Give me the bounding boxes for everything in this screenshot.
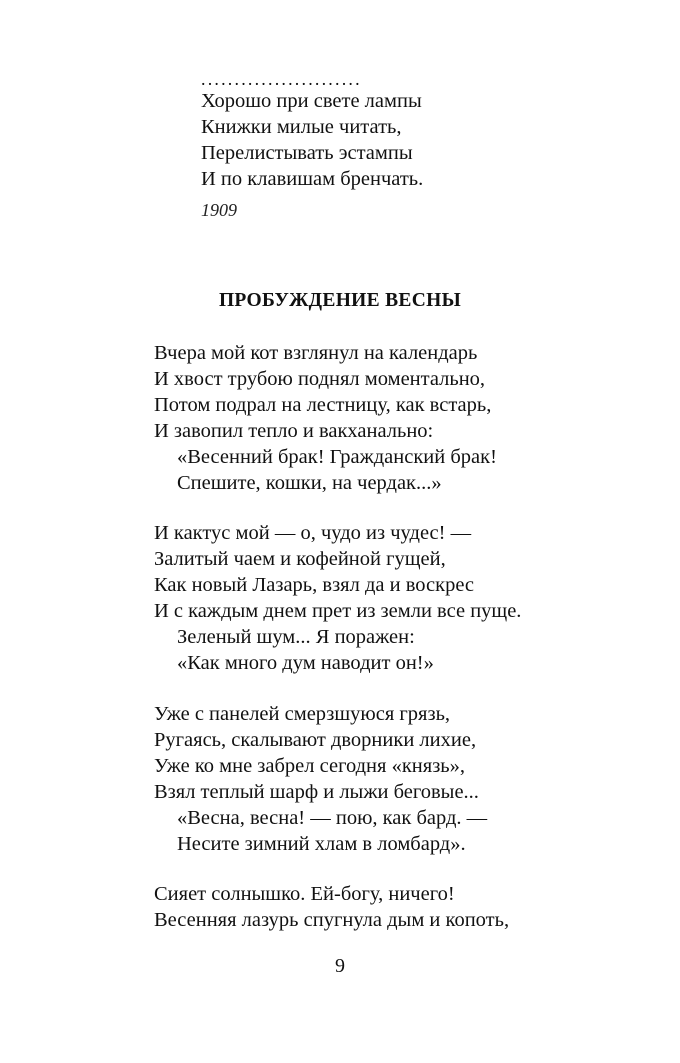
prev-poem-line: Книжки милые читать, [201, 116, 402, 138]
poem-line: Взял теплый шарф и лыжи беговые... [154, 781, 479, 803]
prev-poem-line: И по клавишам бренчать. [201, 168, 424, 190]
poem-line: И завопил тепло и вакханально: [154, 420, 434, 442]
poem-line: Весенняя лазурь спугнула дым и копоть, [154, 909, 510, 931]
poem-line: И кактус мой — о, чудо из чудес! — [154, 522, 472, 544]
poem-line-indented: Спешите, кошки, на чердак...» [177, 472, 442, 494]
poem-line-indented: Несите зимний хлам в ломбард». [177, 833, 466, 855]
prev-poem-line: Перелистывать эстампы [201, 142, 413, 164]
poem-line: Уже ко мне забрел сегодня «князь», [154, 755, 466, 777]
ellipsis-line: ........................ [201, 69, 362, 89]
poem-line-indented: Зеленый шум... Я поражен: [177, 626, 415, 648]
poem-line: Вчера мой кот взглянул на календарь [154, 342, 478, 364]
poem-year: 1909 [201, 200, 237, 220]
poem-line: Потом подрал на лестницу, как встарь, [154, 394, 492, 416]
poem-line: Как новый Лазарь, взял да и воскрес [154, 574, 475, 596]
poem-line: Уже с панелей смерзшуюся грязь, [154, 703, 451, 725]
poem-line-indented: «Весенний брак! Гражданский брак! [177, 446, 497, 468]
poem-line: Сияет солнышко. Ей-богу, ничего! [154, 883, 455, 905]
prev-poem-line: Хорошо при свете лампы [201, 90, 422, 112]
page-number: 9 [335, 955, 345, 977]
poem-line: Залитый чаем и кофейной гущей, [154, 548, 446, 570]
poem-title: ПРОБУЖДЕНИЕ ВЕСНЫ [218, 290, 462, 311]
poem-line-indented: «Весна, весна! — пою, как бард. — [177, 807, 488, 829]
poem-line: И с каждым днем прет из земли все пуще. [154, 600, 522, 622]
poem-line-indented: «Как много дум наводит он!» [177, 652, 434, 674]
poem-line: Ругаясь, скалывают дворники лихие, [154, 729, 477, 751]
poem-line: И хвост трубою поднял моментально, [154, 368, 486, 390]
